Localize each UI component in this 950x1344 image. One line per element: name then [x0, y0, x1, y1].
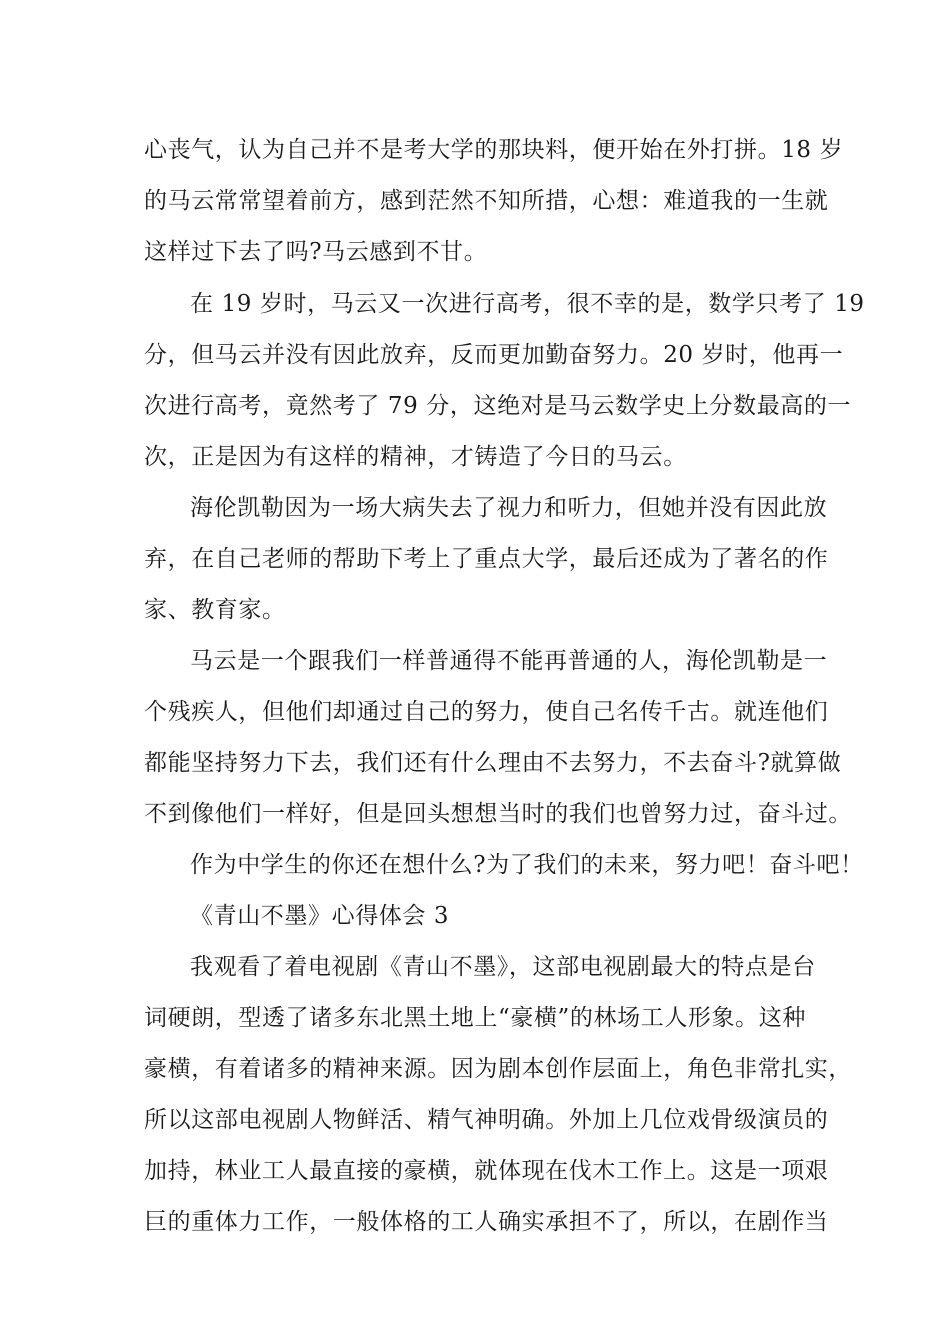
text-line: 家、教育家。 — [144, 597, 286, 623]
paragraph-first-line: 马云是一个跟我们一样普通得不能再普通的人，海伦凯勒是一 — [190, 648, 828, 674]
text-line: 不到像他们一样好，但是回头想想当时的我们也曾努力过，奋斗过。 — [144, 801, 852, 827]
paragraph-first-line: 我观看了着电视剧《青山不墨》，这部电视剧最大的特点是台 — [190, 954, 816, 980]
section-heading: 《青山不墨》心得体会 3 — [190, 903, 450, 929]
text-line: 分，但马云并没有因此放弃，反而更加勤奋努力。20 岁时，他再一 — [144, 342, 844, 368]
text-line: 豪横，有着诸多的精神来源。因为剧本创作层面上，角色非常扎实， — [144, 1056, 852, 1082]
text-line: 弃，在自己老师的帮助下考上了重点大学，最后还成为了著名的作 — [144, 546, 829, 572]
text-line: 加持，林业工人最直接的豪横，就体现在伐木工作上。这是一项艰 — [144, 1158, 829, 1184]
text-line: 巨的重体力工作，一般体格的工人确实承担不了，所以，在剧作当 — [144, 1209, 829, 1235]
paragraph-first-line: 作为中学生的你还在想什么?为了我们的未来，努力吧！奋斗吧！ — [190, 852, 864, 878]
text-line: 词硬朗，型透了诸多东北黑土地上“豪横”的林场工人形象。这种 — [144, 1005, 806, 1031]
text-line: 心丧气，认为自己并不是考大学的那块料，便开始在外打拼。18 岁 — [144, 137, 844, 163]
text-line: 个残疾人，但他们却通过自己的努力，使自己名传千古。就连他们 — [144, 699, 829, 725]
text-line: 次进行高考，竟然考了 79 分，这绝对是马云数学史上分数最高的一 — [144, 393, 852, 419]
text-line: 这样过下去了吗?马云感到不甘。 — [144, 239, 488, 265]
paragraph-first-line: 海伦凯勒因为一场大病失去了视力和听力，但她并没有因此放 — [190, 495, 828, 521]
text-line: 次，正是因为有这样的精神，才铸造了今日的马云。 — [144, 444, 687, 470]
text-line: 的马云常常望着前方，感到茫然不知所措，心想：难道我的一生就 — [144, 188, 829, 214]
text-line: 所以这部电视剧人物鲜活、精气神明确。外加上几位戏骨级演员的 — [144, 1107, 829, 1133]
text-line: 都能坚持努力下去，我们还有什么理由不去努力，不去奋斗?就算做 — [144, 750, 842, 776]
paragraph-first-line: 在 19 岁时，马云又一次进行高考，很不幸的是，数学只考了 19 — [190, 291, 865, 317]
